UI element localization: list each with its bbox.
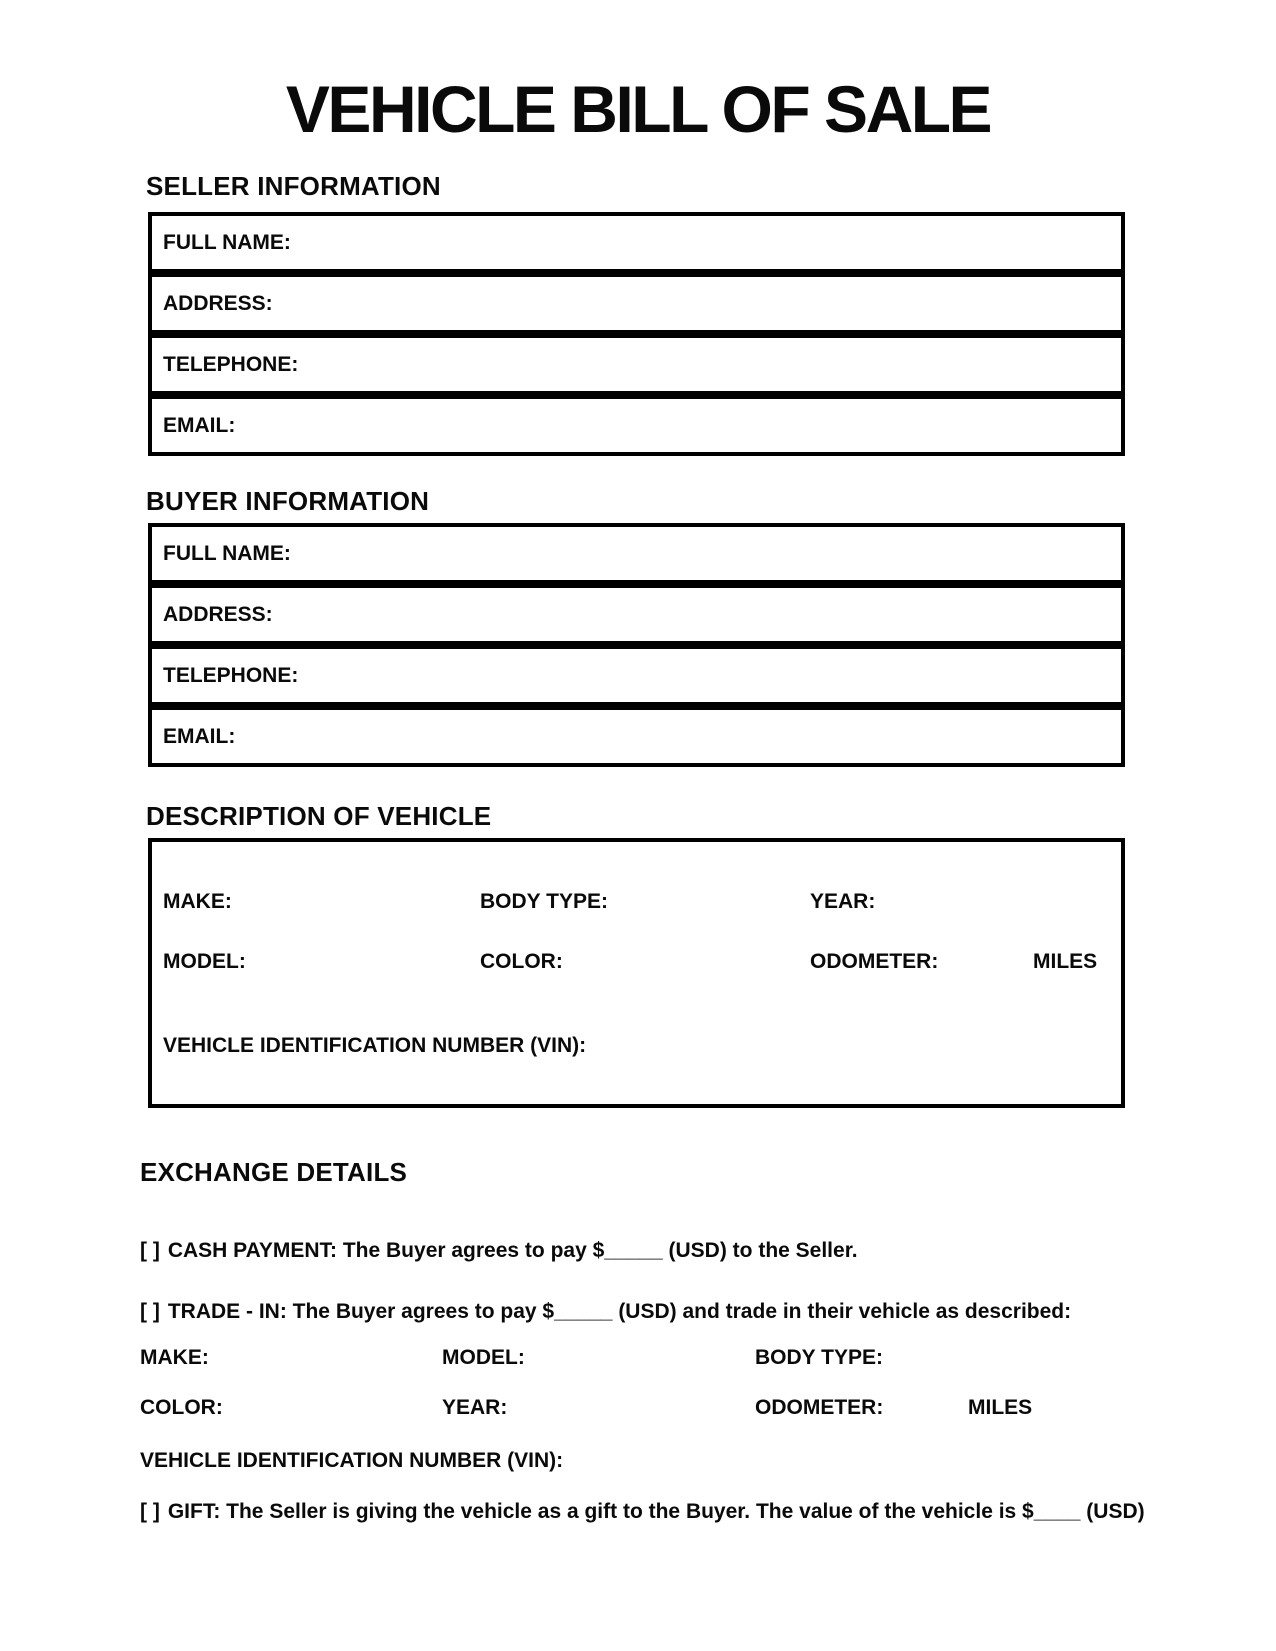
seller-address-input[interactable]	[273, 277, 1121, 330]
buyer-info-table	[148, 523, 1125, 767]
vehicle-section-heading: DESCRIPTION OF VEHICLE	[146, 801, 492, 831]
buyer-address-field[interactable]	[148, 584, 1125, 645]
document-title: VEHICLE BILL OF SALE	[285, 72, 991, 146]
seller-address-field[interactable]	[148, 273, 1125, 334]
seller-full-name-field[interactable]	[148, 212, 1125, 273]
seller-info-table	[148, 212, 1125, 456]
trade-vin-label: VEHICLE IDENTIFICATION NUMBER (VIN):	[140, 1449, 564, 1472]
vehicle-make-label: MAKE:	[163, 890, 232, 913]
seller-telephone-field[interactable]	[148, 334, 1125, 395]
buyer-full-name-field[interactable]	[148, 523, 1125, 584]
trade-model-field[interactable]	[442, 1346, 525, 1370]
buyer-address-label: ADDRESS:	[163, 602, 273, 626]
trade-body-type-field[interactable]	[755, 1346, 883, 1370]
vehicle-color-label: COLOR:	[480, 950, 563, 973]
seller-email-input[interactable]	[235, 399, 1121, 452]
trade-miles-label: MILES	[968, 1396, 1033, 1419]
vehicle-body-type-field[interactable]	[480, 890, 608, 914]
seller-section-heading: SELLER INFORMATION	[146, 171, 441, 201]
seller-email-field[interactable]	[148, 395, 1125, 456]
buyer-section-heading: BUYER INFORMATION	[146, 486, 430, 516]
trade-odometer-label: ODOMETER:	[755, 1396, 884, 1419]
cash-payment-text: CASH PAYMENT: The Buyer agrees to pay $_____ (USD) to the Seller.	[167, 1239, 858, 1262]
vehicle-miles-label: MILES	[1033, 950, 1098, 973]
vehicle-color-field[interactable]	[480, 950, 563, 974]
buyer-telephone-field[interactable]	[148, 645, 1125, 706]
seller-full-name-label: FULL NAME:	[163, 230, 291, 254]
vehicle-odometer-field[interactable]	[810, 950, 938, 974]
trade-color-field[interactable]	[140, 1396, 223, 1420]
buyer-telephone-input[interactable]	[298, 649, 1121, 702]
trade-in-checkbox[interactable]: [ ]	[140, 1300, 160, 1323]
seller-address-label: ADDRESS:	[163, 291, 273, 315]
seller-telephone-input[interactable]	[298, 338, 1121, 391]
vehicle-body-type-label: BODY TYPE:	[480, 890, 608, 913]
vehicle-odometer-label: ODOMETER:	[810, 950, 939, 973]
trade-year-field[interactable]	[442, 1396, 507, 1420]
seller-full-name-input[interactable]	[291, 216, 1121, 269]
vehicle-year-label: YEAR:	[810, 890, 876, 913]
trade-model-label: MODEL:	[442, 1346, 525, 1369]
vehicle-vin-field[interactable]	[163, 1034, 586, 1058]
vehicle-vin-label: VEHICLE IDENTIFICATION NUMBER (VIN):	[163, 1034, 587, 1057]
trade-in-text: TRADE - IN: The Buyer agrees to pay $_____ (USD) and trade in their vehicle as described:	[167, 1300, 1072, 1323]
trade-odometer-field[interactable]	[755, 1396, 883, 1420]
trade-vin-field[interactable]	[140, 1449, 563, 1473]
vehicle-model-field[interactable]	[163, 950, 246, 974]
gift-text: GIFT: The Seller is giving the vehicle as a gift to the Buyer. The value of the vehicle is $____ (USD)	[167, 1500, 1145, 1523]
vehicle-description-box	[148, 838, 1125, 1108]
buyer-full-name-input[interactable]	[291, 527, 1121, 580]
cash-payment-option	[140, 1238, 858, 1263]
exchange-section-heading: EXCHANGE DETAILS	[140, 1157, 408, 1187]
cash-payment-checkbox[interactable]: [ ]	[140, 1239, 160, 1262]
buyer-email-field[interactable]	[148, 706, 1125, 767]
trade-make-field[interactable]	[140, 1346, 209, 1370]
gift-option	[140, 1499, 1145, 1524]
vehicle-model-label: MODEL:	[163, 950, 246, 973]
trade-in-option	[140, 1299, 1071, 1324]
buyer-full-name-label: FULL NAME:	[163, 541, 291, 565]
seller-telephone-label: TELEPHONE:	[163, 352, 299, 376]
gift-checkbox[interactable]: [ ]	[140, 1500, 160, 1523]
trade-make-label: MAKE:	[140, 1346, 209, 1369]
vehicle-make-field[interactable]	[163, 890, 232, 914]
seller-email-label: EMAIL:	[163, 413, 236, 437]
trade-body-type-label: BODY TYPE:	[755, 1346, 883, 1369]
vehicle-year-field[interactable]	[810, 890, 875, 914]
buyer-address-input[interactable]	[273, 588, 1121, 641]
buyer-telephone-label: TELEPHONE:	[163, 663, 299, 687]
buyer-email-label: EMAIL:	[163, 724, 236, 748]
buyer-email-input[interactable]	[235, 710, 1121, 763]
trade-color-label: COLOR:	[140, 1396, 223, 1419]
trade-year-label: YEAR:	[442, 1396, 508, 1419]
